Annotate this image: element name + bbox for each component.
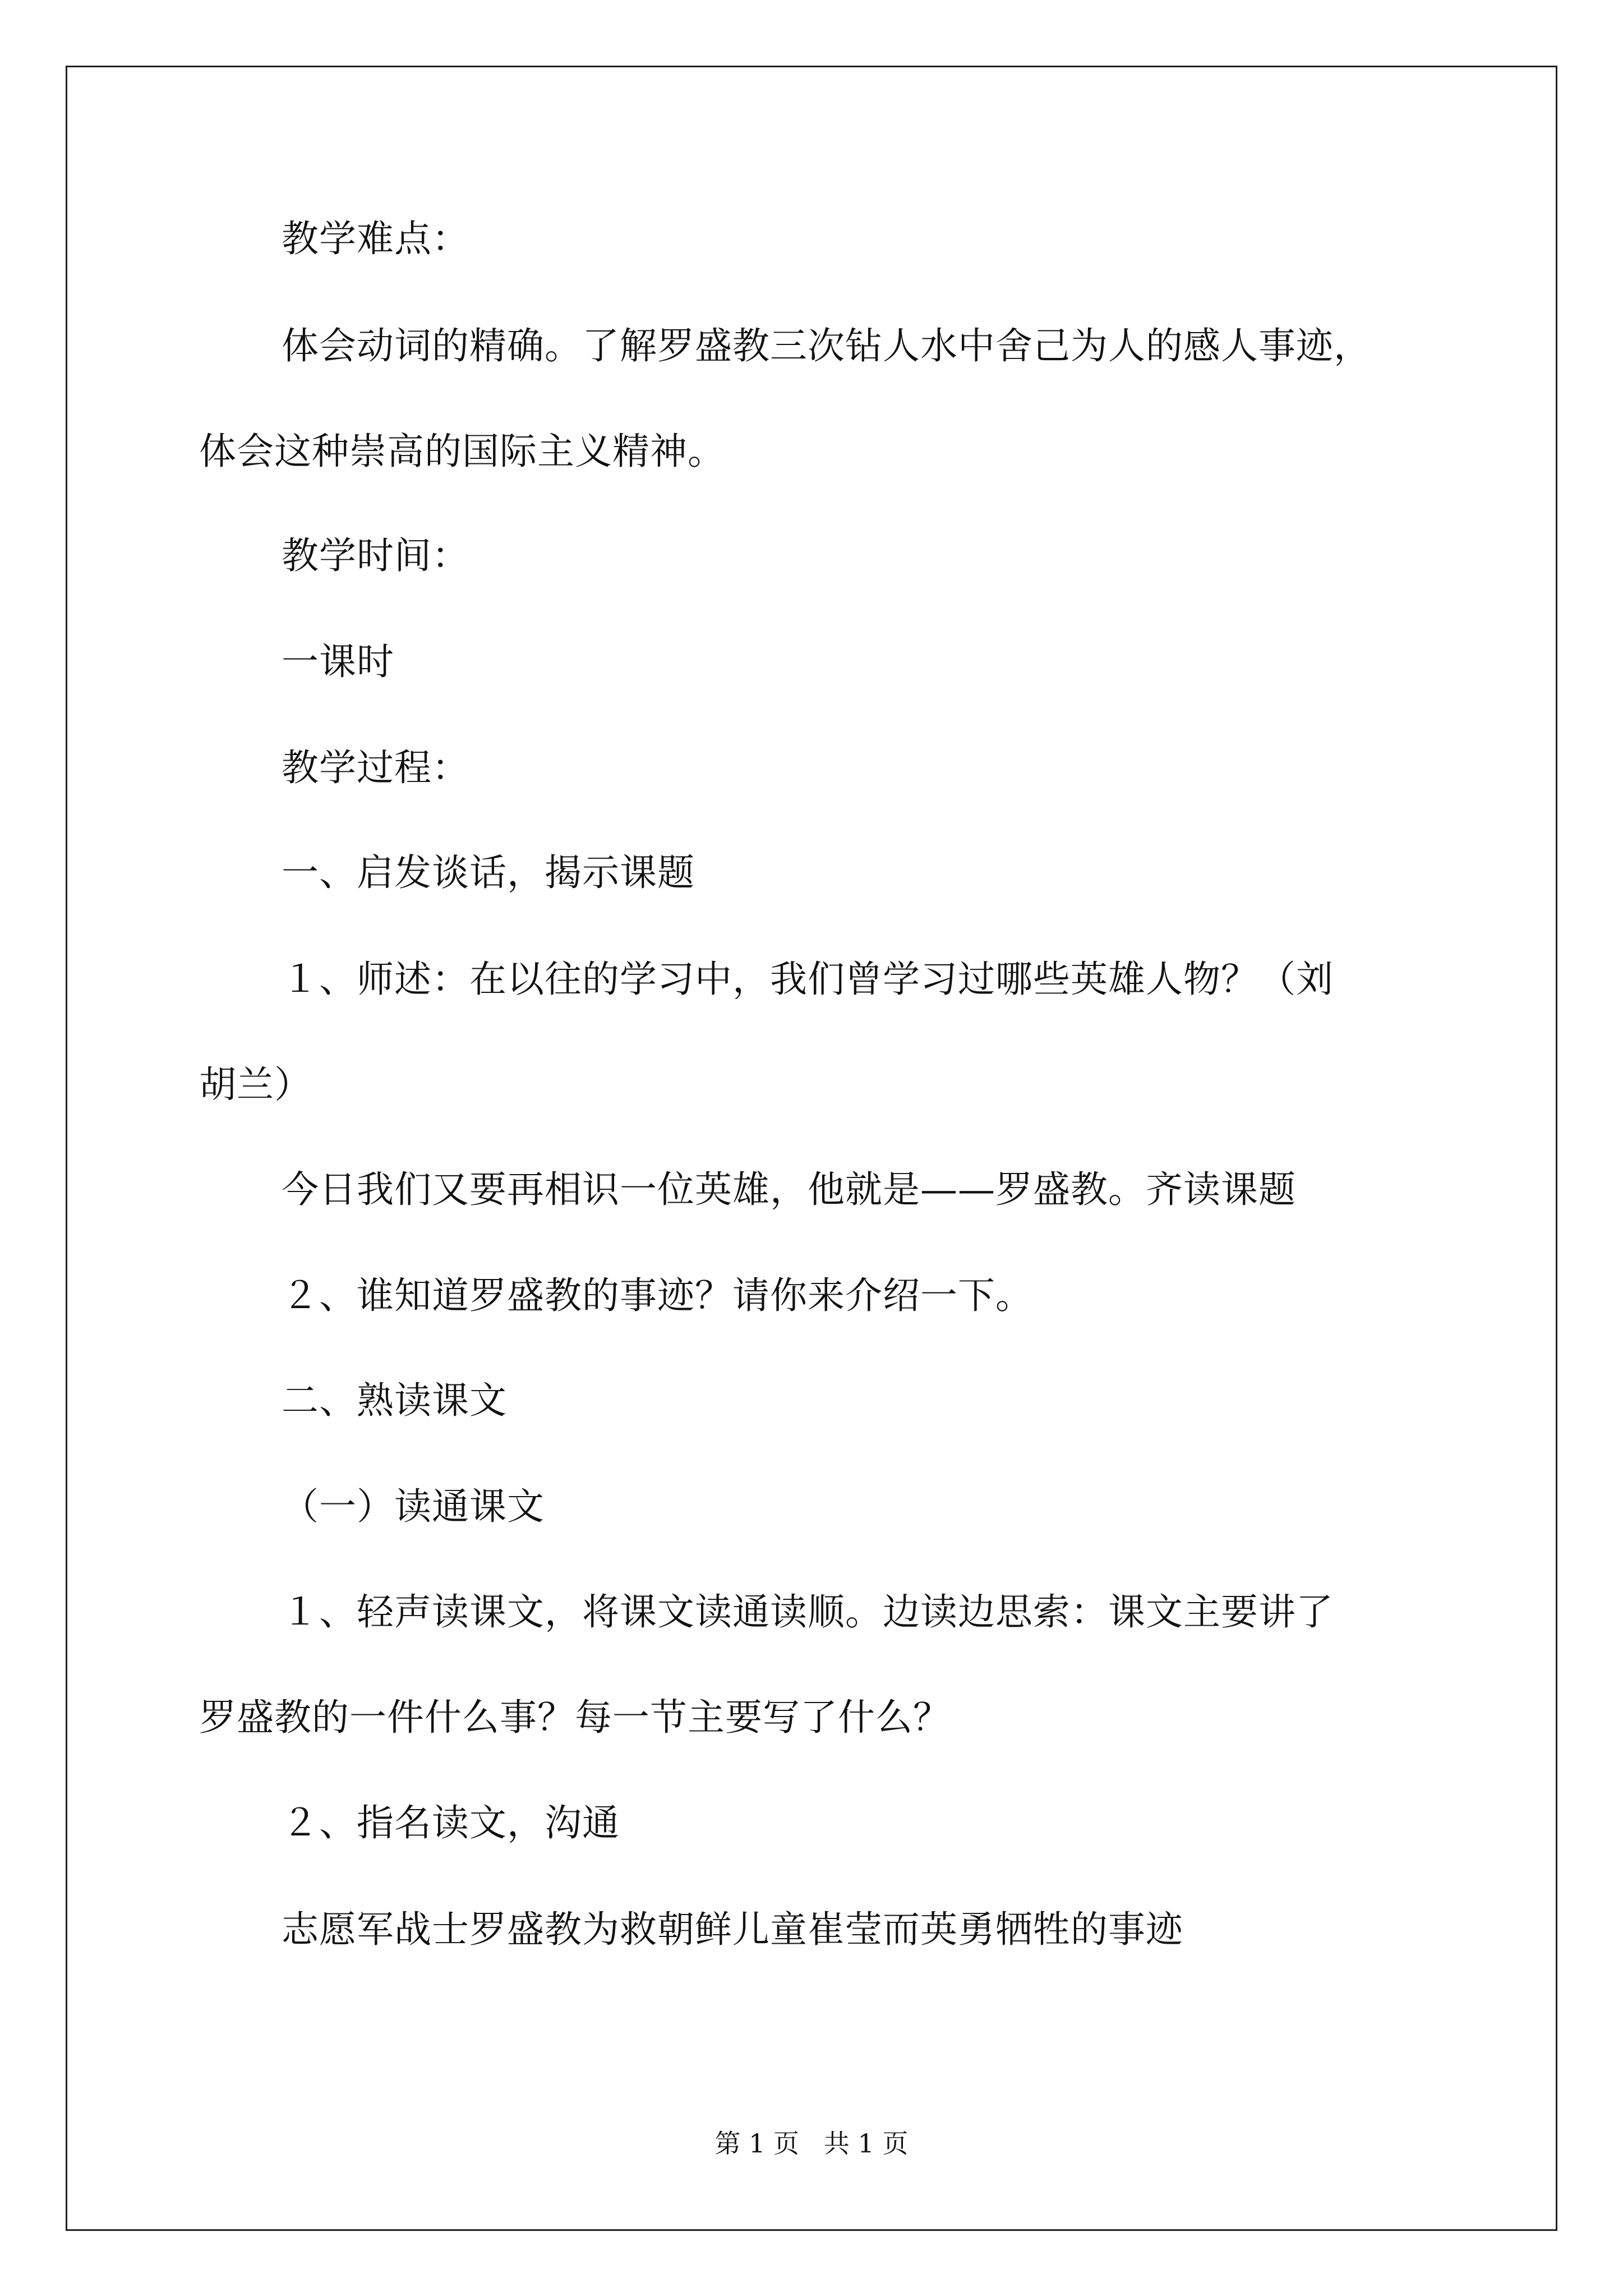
paragraph-time-value: 一课时: [282, 640, 394, 683]
paragraph-reading-step-1: １、轻声读课文，将课文读通读顺。边读边思索：课文主要讲了: [282, 1590, 1334, 1634]
section-one-title: 一、启发谈话，揭示课题: [282, 851, 695, 894]
paragraph-introduce-hero: 今日我们又要再相识一位英雄，他就是——罗盛教。齐读课题: [282, 1168, 1296, 1211]
paragraph-step-2: ２、谁知道罗盛教的事迹？请你来介绍一下。: [282, 1274, 1033, 1317]
heading-teaching-difficulty: 教学难点：: [282, 217, 469, 260]
paragraph-step-1: １、师述：在以往的学习中，我们曾学习过哪些英雄人物？（刘: [282, 958, 1334, 1001]
page-footer: 第 1 页 共 1 页: [714, 2128, 909, 2159]
paragraph-difficulty-text: 体会动词的精确。了解罗盛教三次钻人水中舍己为人的感人事迹，: [282, 324, 1371, 367]
paragraph-difficulty-text-continued: 体会这种崇高的国际主义精神。: [199, 430, 725, 473]
subsection-read-through: （一）读通课文: [282, 1485, 545, 1528]
section-two-title: 二、熟读课文: [282, 1379, 507, 1422]
page-border: [66, 66, 1557, 2231]
paragraph-reading-step-2: ２、指名读文，沟通: [282, 1801, 620, 1844]
paragraph-reading-step-1-continued: 罗盛教的一件什么事？每一节主要写了什么？: [199, 1696, 951, 1739]
paragraph-step-1-continued: 胡兰）: [199, 1063, 312, 1106]
heading-teaching-time: 教学时间：: [282, 534, 469, 577]
heading-teaching-process: 教学过程：: [282, 746, 469, 789]
paragraph-summary: 志愿军战士罗盛教为救朝鲜儿童崔莹而英勇牺牲的事迹: [282, 1908, 1183, 1951]
